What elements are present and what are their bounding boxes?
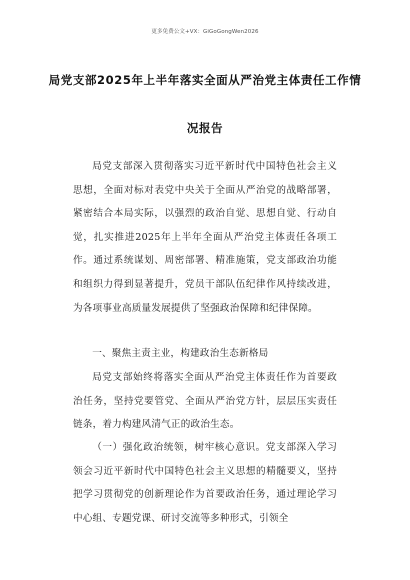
document-title-line-2: 况报告 <box>186 121 224 135</box>
item1-paragraph: （一）强化政治统领，树牢核心意识。党支部深入学习领会习近平新时代中国特色社会主义思想的精髓要义，坚持把学习贯彻党的创新理论作为首要政治任务，通过理论学习中心组、专题党课、研讨交流等多种形式，引领全 <box>73 442 337 524</box>
section1-heading-block <box>73 342 337 366</box>
section1-heading: 一、聚焦主责主业，构建政治生态新格局 <box>92 348 269 359</box>
section1-body-block <box>73 366 337 437</box>
document-title-line-1: 局党支部2025年上半年落实全面从严治党主体责任工作情 <box>48 73 362 87</box>
header-watermark: 更多免费公文+VX：GiGoGongWen2026 <box>151 29 259 35</box>
intro-paragraph: 局党支部深入贯彻落实习近平新时代中国特色社会主义思想，全面对标对表党中央关于全面从严治党的战略部署，紧密结合本局实际，以强烈的政治自觉、思想自觉、行动自觉，扎实推进2025年上半年全面从严治党主体责任各项工作。通过系统谋划、周密部署、精准施策，党支部政治功能和组织力得到显著提升，党员干部队伍纪律作风持续改进，为各项事业高质量发展提供了坚强政治保障和纪律保障。 <box>73 161 337 314</box>
item1-block <box>73 436 337 530</box>
intro-paragraph-block <box>73 155 337 320</box>
section1-body-paragraph: 局党支部始终将落实全面从严治党主体责任作为首要政治任务，坚持党要管党、全面从严治党方针，层层压实责任链条，着力构建风清气正的政治生态。 <box>73 372 337 431</box>
